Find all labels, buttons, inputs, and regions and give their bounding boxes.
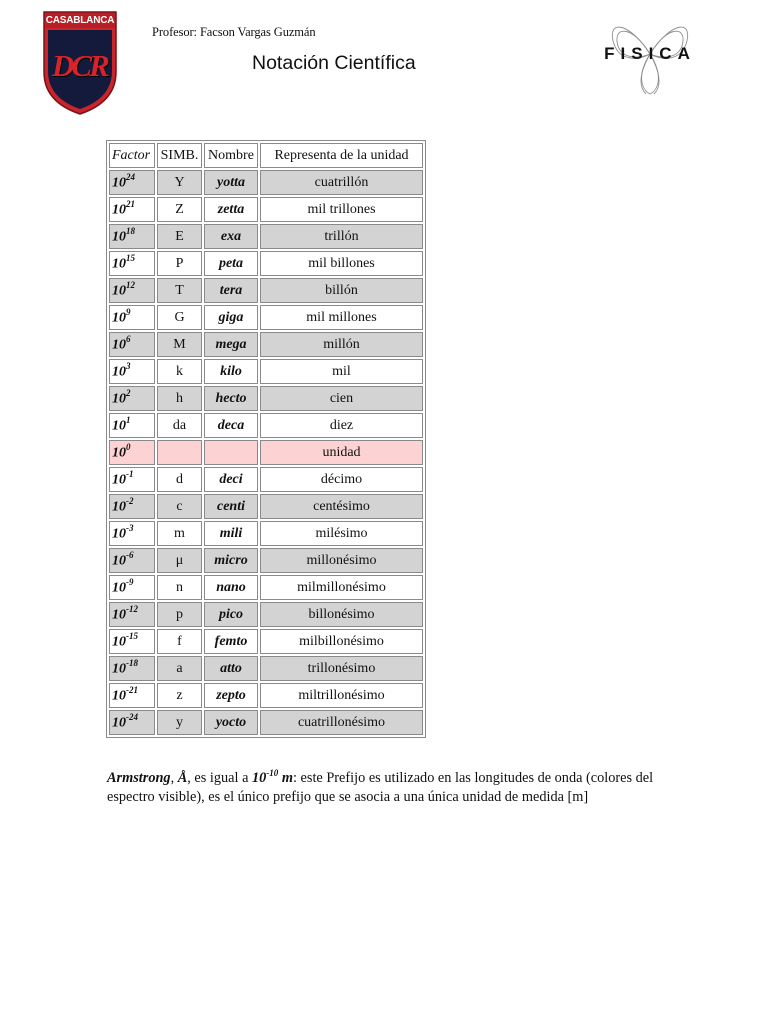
factor-base: 10 [112,256,126,272]
name-cell [204,440,258,465]
name-cell: tera [204,278,258,303]
name-cell: deca [204,413,258,438]
symbol-cell: Y [157,170,202,195]
represents-cell: cuatrillón [260,170,423,195]
factor-cell [109,413,155,438]
represents-cell: mil millones [260,305,423,330]
factor-exponent: 3 [126,361,131,372]
table-row [109,467,423,492]
header-name: Nombre [204,143,258,168]
table-row [109,440,423,465]
note-value-base: 10 [252,770,267,787]
page-title: Notación Científica [252,52,416,74]
armstrong-note [107,764,697,807]
symbol-cell: da [157,413,202,438]
factor-cell [109,656,155,681]
represents-cell: unidad [260,440,423,465]
factor-cell [109,575,155,600]
factor-exponent: 6 [126,334,131,345]
represents-cell: cuatrillonésimo [260,710,423,735]
table-row [109,494,423,519]
represents-cell: millonésimo [260,548,423,573]
factor-base: 10 [112,715,126,731]
symbol-cell: h [157,386,202,411]
symbol-cell: M [157,332,202,357]
table-row [109,197,423,222]
represents-cell: billón [260,278,423,303]
header-symbol: SIMB. [157,143,202,168]
symbol-cell: μ [157,548,202,573]
table-row [109,278,423,303]
note-sep: , [170,770,178,787]
name-cell: yocto [204,710,258,735]
factor-cell [109,440,155,465]
factor-base: 10 [112,391,126,407]
name-cell: mega [204,332,258,357]
factor-cell [109,305,155,330]
factor-base: 10 [112,202,126,218]
note-term: Armstrong [107,770,171,787]
symbol-cell: E [157,224,202,249]
factor-cell [109,251,155,276]
note-text-2: : este Prefijo es utilizado en las longitudes de onda (colores del espectro visible), es el único prefijo que se asocia a una única unidad de medida [m] [107,770,654,806]
factor-exponent: 24 [126,172,135,183]
table-header-row [109,143,423,168]
factor-base: 10 [112,445,126,461]
factor-base: 10 [112,553,126,569]
symbol-cell: p [157,602,202,627]
factor-cell [109,683,155,708]
factor-cell [109,386,155,411]
factor-exponent: -2 [126,496,134,507]
table-row [109,224,423,249]
table-body [109,170,423,735]
factor-base: 10 [112,310,126,326]
factor-exponent: 0 [126,442,131,453]
school-crest-logo [42,10,118,116]
symbol-cell: P [157,251,202,276]
factor-cell [109,710,155,735]
note-value-exp: -10 [266,768,279,779]
table-row [109,359,423,384]
note-symbol: Å [177,770,188,787]
name-cell: nano [204,575,258,600]
represents-cell: miltrillonésimo [260,683,423,708]
name-cell: mili [204,521,258,546]
name-cell: atto [204,656,258,681]
table-row [109,683,423,708]
represents-cell: milmillonésimo [260,575,423,600]
factor-exponent: -21 [126,685,138,696]
school-name-banner: CASABLANCA [45,15,115,26]
factor-base: 10 [112,472,126,488]
name-cell: giga [204,305,258,330]
factor-base: 10 [112,661,126,677]
si-prefix-table [106,140,426,738]
represents-cell: billonésimo [260,602,423,627]
factor-exponent: 9 [126,307,131,318]
symbol-cell: n [157,575,202,600]
factor-exponent: 21 [126,199,135,210]
represents-cell: milésimo [260,521,423,546]
represents-cell: trillonésimo [260,656,423,681]
factor-base: 10 [112,580,126,596]
table-row [109,710,423,735]
table-row [109,305,423,330]
factor-base: 10 [112,526,126,542]
symbol-cell: k [157,359,202,384]
represents-cell: milbillonésimo [260,629,423,654]
factor-exponent: 18 [126,226,135,237]
factor-cell [109,197,155,222]
factor-base: 10 [112,175,126,191]
factor-exponent: -15 [126,631,138,642]
factor-exponent: 12 [126,280,135,291]
name-cell: femto [204,629,258,654]
factor-base: 10 [112,337,126,353]
factor-exponent: -12 [126,604,138,615]
represents-cell: cien [260,386,423,411]
header-factor: Factor [109,143,155,168]
represents-cell: mil billones [260,251,423,276]
factor-base: 10 [112,607,126,623]
symbol-cell: Z [157,197,202,222]
note-text-1: , es igual a [187,770,252,787]
table-row [109,170,423,195]
factor-cell [109,170,155,195]
table-row [109,251,423,276]
factor-cell [109,278,155,303]
name-cell: exa [204,224,258,249]
represents-cell: trillón [260,224,423,249]
fisica-wordmark: FISICA [604,44,696,63]
name-cell: yotta [204,170,258,195]
factor-base: 10 [112,499,126,515]
table-row [109,386,423,411]
represents-cell: millón [260,332,423,357]
represents-cell: mil [260,359,423,384]
school-initials: DCR [52,48,107,83]
symbol-cell: d [157,467,202,492]
factor-base: 10 [112,283,126,299]
factor-exponent: -9 [126,577,134,588]
factor-exponent: 15 [126,253,135,264]
table-row [109,602,423,627]
name-cell: deci [204,467,258,492]
factor-exponent: -24 [126,712,138,723]
symbol-cell: z [157,683,202,708]
factor-base: 10 [112,418,126,434]
table-row [109,575,423,600]
symbol-cell: f [157,629,202,654]
symbol-cell: T [157,278,202,303]
symbol-cell: y [157,710,202,735]
fisica-logo [588,14,712,96]
symbol-cell: m [157,521,202,546]
note-value [252,770,293,786]
factor-exponent: 1 [126,415,131,426]
factor-cell [109,602,155,627]
symbol-cell [157,440,202,465]
table-row [109,413,423,438]
factor-base: 10 [112,634,126,650]
factor-cell [109,629,155,654]
name-cell: pico [204,602,258,627]
name-cell: hecto [204,386,258,411]
symbol-cell: G [157,305,202,330]
factor-cell [109,548,155,573]
represents-cell: centésimo [260,494,423,519]
factor-cell [109,521,155,546]
factor-exponent: -18 [126,658,138,669]
name-cell: centi [204,494,258,519]
factor-cell [109,494,155,519]
factor-exponent: -1 [126,469,134,480]
factor-cell [109,332,155,357]
name-cell: peta [204,251,258,276]
name-cell: micro [204,548,258,573]
symbol-cell: c [157,494,202,519]
table-row [109,332,423,357]
symbol-cell: a [157,656,202,681]
factor-cell [109,224,155,249]
represents-cell: diez [260,413,423,438]
name-cell: zepto [204,683,258,708]
table-row [109,629,423,654]
name-cell: zetta [204,197,258,222]
table-row [109,521,423,546]
factor-base: 10 [112,688,126,704]
factor-base: 10 [112,229,126,245]
name-cell: kilo [204,359,258,384]
table-row [109,656,423,681]
note-value-unit: m [278,770,293,787]
factor-exponent: -6 [126,550,134,561]
professor-name: Profesor: Facson Vargas Guzmán [152,25,316,39]
factor-base: 10 [112,364,126,380]
factor-exponent: 2 [126,388,131,399]
factor-cell [109,359,155,384]
factor-cell [109,467,155,492]
represents-cell: décimo [260,467,423,492]
represents-cell: mil trillones [260,197,423,222]
factor-exponent: -3 [126,523,134,534]
table-row [109,548,423,573]
header-represents: Representa de la unidad [260,143,423,168]
